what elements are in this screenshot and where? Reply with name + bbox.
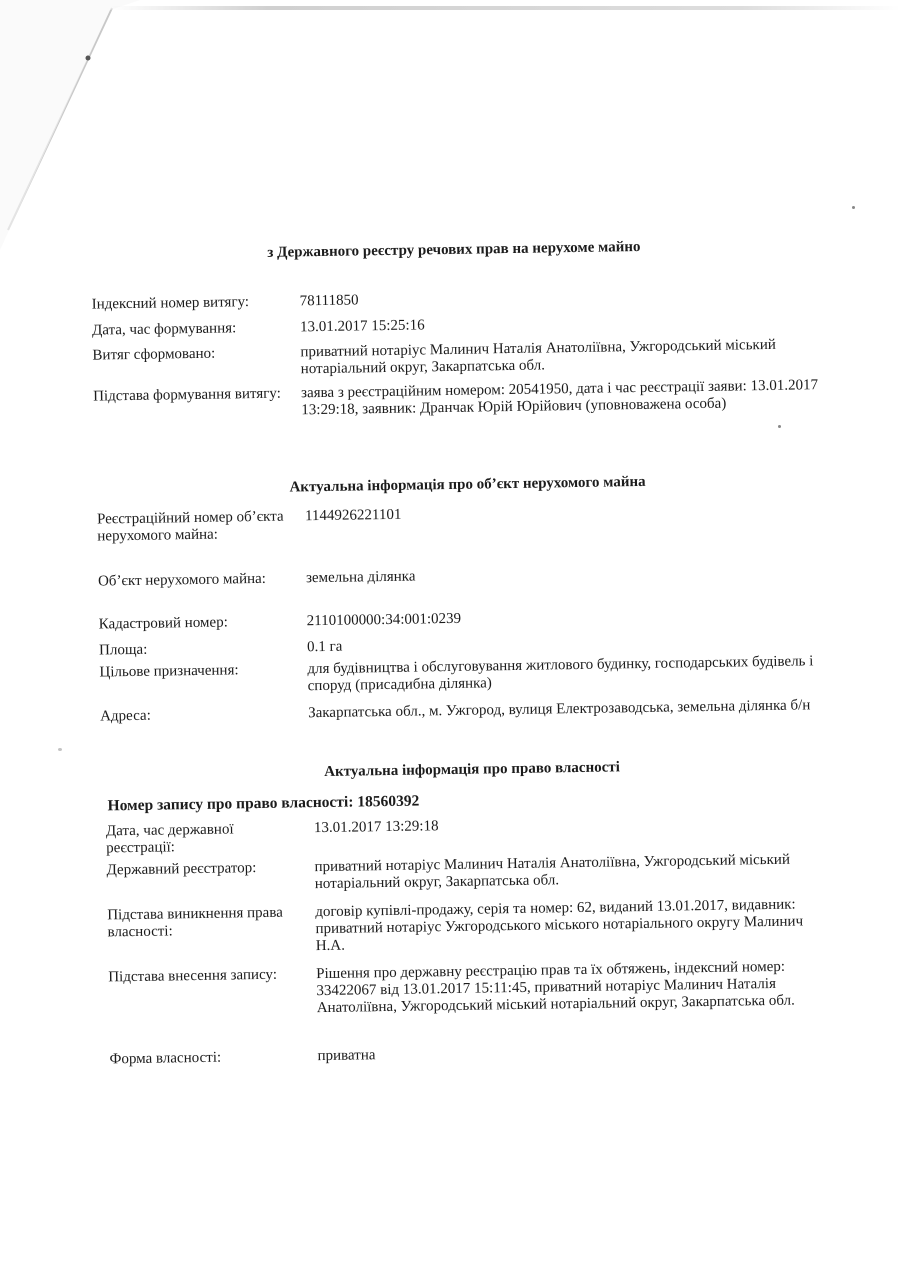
field-label: Підстава внесення запису:: [108, 966, 278, 986]
field-label: Реєстраційний номер об’єкта нерухомого майна:: [96, 508, 284, 545]
field-value: приватний нотаріус Малинич Наталія Анатоліївна, Ужгородський міський нотаріальний округ, Закарпатська обл.: [300, 336, 776, 378]
field-value: земельна ділянка: [305, 568, 416, 587]
field-value: приватний нотаріус Малинич Наталія Анатоліївна, Ужгородський міський нотаріальний округ, Закарпатська обл.: [314, 851, 791, 893]
index-number-row: [91, 285, 852, 313]
cadastral-number-row: [98, 605, 859, 633]
field-value: Закарпатська обл., м. Ужгород, вулиця Електрозаводська, земельна ділянка б/н: [308, 697, 811, 722]
field-label: Кадастровий номер:: [98, 614, 228, 633]
field-label: Адреса:: [100, 707, 151, 725]
field-value: 13.01.2017 13:29:18: [313, 818, 439, 837]
field-label: Дата, час формування:: [91, 320, 237, 339]
document-title: з Державного реєстру речових прав на нерухоме майно: [267, 238, 641, 261]
field-value: 0.1 га: [306, 638, 343, 656]
ownership-basis-row: [107, 895, 867, 955]
field-value: 2110100000:34:001:0239: [306, 610, 462, 630]
field-value: 1144926221101: [304, 506, 402, 525]
registration-number-row: [96, 500, 857, 545]
field-label: Форма власності:: [109, 1049, 222, 1068]
object-type-row: [97, 562, 858, 590]
address-row: [100, 697, 860, 725]
extract-basis-row: [93, 377, 853, 419]
field-label: Дата, час державної реєстрації:: [105, 821, 234, 857]
field-value: Рішення про державну реєстрацію прав та їх обтяжень, індексний номер: 33422067 від 13.01.2017 15:11:45, приватний нотаріус Малинич Наталія Анатоліївна, Ужгородський міський нотаріальний округ, Закарпатська обл.: [316, 958, 795, 1017]
field-value: приватна: [317, 1047, 376, 1065]
ownership-record-number: Номер запису про право власності: 18560392: [107, 792, 420, 815]
field-value: договір купівлі-продажу, серія та номер: 62, виданий 13.01.2017, видавник: приватний нотаріус Ужгородського міського нотаріального округу Малинич Н.А.: [315, 896, 804, 955]
entry-basis-row: [108, 957, 868, 1017]
field-label: Площа:: [98, 641, 148, 659]
field-value: заява з реєстраційним номером: 20541950, дата і час реєстрації заяви: 13.01.2017 13:29:18, заявник: Дранчак Юрій Юрійович (уповноважена особа): [300, 377, 819, 419]
field-label: Індексний номер витягу:: [91, 294, 250, 313]
field-label: Цільове призначення:: [99, 662, 239, 681]
field-value: 78111850: [299, 292, 359, 310]
area-row: [98, 631, 859, 659]
field-label: Витяг сформовано:: [92, 345, 216, 364]
field-value: 13.01.2017 15:25:16: [299, 317, 425, 336]
field-label: Підстава формування витягу:: [93, 385, 281, 405]
object-section-title: Актуальна інформація про об’єкт нерухомого майна: [289, 473, 646, 496]
field-label: Об’єкт нерухомого майна:: [97, 570, 267, 590]
field-label: Державний реєстратор:: [106, 860, 257, 879]
field-label: Підстава виникнення права власності:: [107, 904, 283, 941]
ownership-form-row: [109, 1039, 869, 1068]
ownership-section-title: Актуальна інформація про право власності: [324, 759, 620, 780]
formed-datetime-row: [91, 311, 852, 339]
field-value: для будівництва і обслуговування житлового будинку, господарських будівель і споруд (присадибна ділянка): [307, 653, 814, 695]
